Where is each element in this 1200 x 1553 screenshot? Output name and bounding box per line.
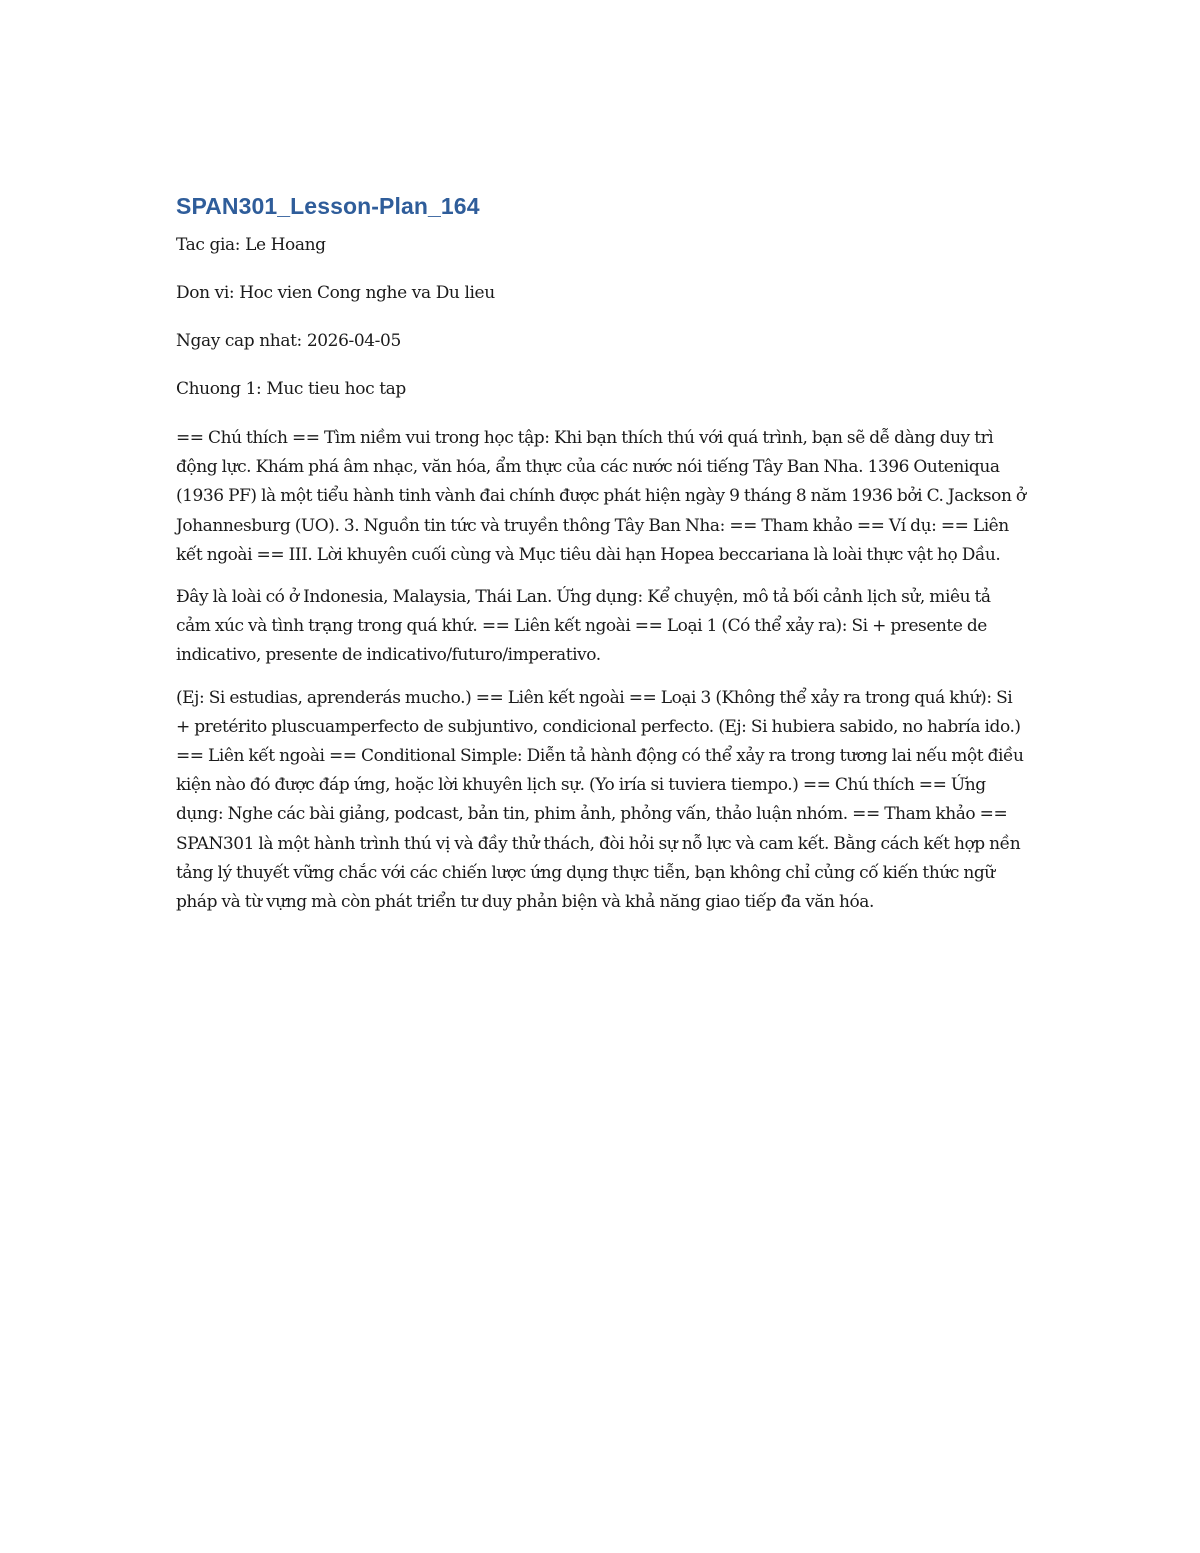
body-paragraph-2: Đây là loài có ở Indonesia, Malaysia, Thái Lan. Ứng dụng: Kể chuyện, mô tả bối cảnh lịch sử, miêu tả cảm xúc và tình trạng trong quá khứ. == Liên kết ngoài == Loại 1 (Có thể xảy ra): Si + presente de indicativo, presente de indicativo/futuro/imperativo. bbox=[176, 587, 991, 666]
body-paragraph-3: (Ej: Si estudias, aprenderás mucho.) == Liên kết ngoài == Loại 3 (Không thể xảy ra trong quá khứ): Si + pretérito pluscuamperfecto de subjuntivo, condicional perfecto. (Ej: Si hubiera sabido, no habría ido.) == Liên kết ngoài == Conditional Simple: Diễn tả hành động có thể xảy ra trong tương lai nếu một điều kiện nào đó được đáp ứng, hoặc lời khuyên lịch sự. (Yo iría si tuviera tiempo.) == Chú thích == Ứng dụng: Nghe các bài giảng, podcast, bản tin, phim ảnh, phỏng vấn, thảo luận nhóm. == Tham khảo == SPAN301 là một hành trình thú vị và đầy thử thách, đòi hỏi sự nỗ lực và cam kết. Bằng cách kết hợp nền tảng lý thuyết vững chắc với các chiến lược ứng dụng thực tiễn, bạn không chỉ củng cố kiến thức ngữ pháp và từ vựng mà còn phát triển tư duy phản biện và khả năng giao tiếp đa văn hóa. bbox=[176, 687, 1024, 913]
updated-date-line: Ngay cap nhat: 2026-04-05 bbox=[176, 331, 401, 351]
author-line: Tac gia: Le Hoang bbox=[176, 235, 326, 255]
document-body bbox=[176, 190, 1028, 930]
document-title: SPAN301_Lesson-Plan_164 bbox=[176, 193, 480, 219]
body-paragraph-1: == Chú thích == Tìm niềm vui trong học tập: Khi bạn thích thú với quá trình, bạn sẽ dễ dàng duy trì động lực. Khám phá âm nhạc, văn hóa, ẩm thực của các nước nói tiếng Tây Ban Nha. 1396 Outeniqua (1936 PF) là một tiểu hành tinh vành đai chính được phát hiện ngày 9 tháng 8 năm 1936 bởi C. Jackson ở Johannesburg (UO). 3. Nguồn tin tức và truyền thông Tây Ban Nha: == Tham khảo == Ví dụ: == Liên kết ngoài == III. Lời khuyên cuối cùng và Mục tiêu dài hạn Hopea beccariana là loài thực vật họ Dầu. bbox=[176, 428, 1026, 565]
unit-line: Don vi: Hoc vien Cong nghe va Du lieu bbox=[176, 283, 495, 303]
chapter-heading: Chuong 1: Muc tieu hoc tap bbox=[176, 379, 406, 399]
